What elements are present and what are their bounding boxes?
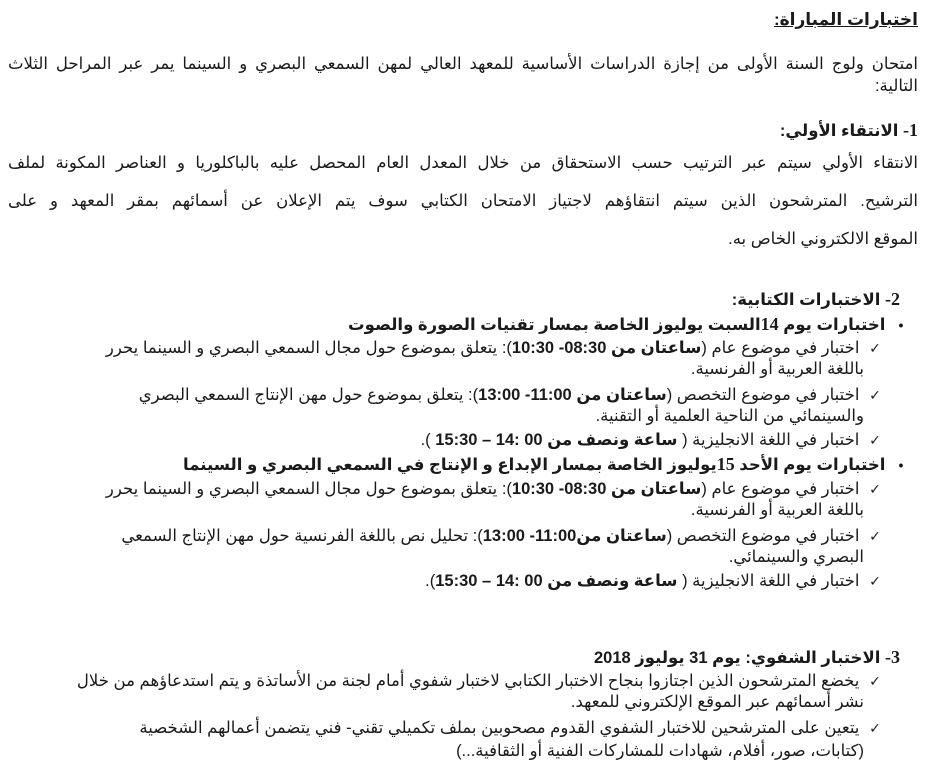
group-1-item-2-line-2: والسينمائي من الناحية العلمية أو التقنية.: [595, 407, 864, 425]
group-1-day: 14: [760, 314, 779, 334]
group-1-item-1: ✓ اختبار في موضوع عام (ساعتان من 08:30- 10:30): يتعلق بموضوع حول مجال السمعي البصري و السينما يحرر: [8, 338, 886, 358]
group-2-item-2: ✓ اختبار في موضوع التخصص (ساعتان من11:00- 13:00): تحليل نص باللغة الفرنسية حول مهن الإنتاج السمعي: [8, 526, 886, 546]
page-title: اختبارات المباراة:: [773, 10, 918, 29]
section-1-heading: [8, 120, 918, 141]
intro-line-1: امتحان ولوج السنة الأولى من إجازة الدراسات الأساسية للمعهد العالي لمهن السمعي البصري و السينما يمر عبر المراحل الثلاث: [8, 55, 918, 73]
section-3-item-2: ✓ يتعين على المترشحين للاختبار الشفوي القدوم مصحوبين بملف تكميلي تقني- فني يتضمن أعمالهم الشخصية: [8, 718, 886, 738]
checkmark-icon: ✓: [869, 340, 881, 356]
bullet-icon: •: [898, 317, 904, 333]
checkmark-icon: ✓: [869, 673, 881, 689]
group-1-item-3: ✓ اختبار في اللغة الانجليزية ( ساعة ونصف من 00 :14 – 15:30 ).: [8, 430, 886, 450]
group-2-item-3: ✓ اختبار في اللغة الانجليزية ( ساعة ونصف من 00 :14 – 15:30).: [8, 571, 886, 591]
section-3-number: 3-: [885, 647, 900, 667]
checkmark-icon: ✓: [869, 481, 881, 497]
section-3-heading: [8, 647, 900, 668]
group-1-heading: • اختبارات يوم 14السبت يوليوز الخاصة بمسار تقنيات الصورة والصوت: [8, 314, 912, 335]
section-3-item-1-line-2: نشر أسمائهم عبر الموقع الإلكتروني للمعهد.: [570, 693, 864, 711]
group-1-item-2: ✓ اختبار في موضوع التخصص (ساعتان من 11:00- 13:00): يتعلق بموضوع حول مهن الإنتاج السمعي البصري: [8, 385, 886, 405]
checkmark-icon: ✓: [869, 720, 881, 736]
checkmark-icon: ✓: [869, 573, 881, 589]
group-1-item-1-line-2: باللغة العربية أو الفرنسية.: [690, 360, 864, 378]
section-1-line-1: الانتقاء الأولي سيتم عبر الترتيب حسب الاستحقاق من خلال المعدل العام المحصل عليه بالباكلوريا و العناصر المكونة لملف: [8, 154, 918, 172]
section-2-title: الاختبارات الكتابية:: [731, 291, 881, 309]
group-2-heading: • اختبارات يوم الأحد 15يوليوز الخاصة بمسار الإبداع و الإنتاج في السمعي البصري و السينما: [8, 454, 912, 475]
section-1-title: الانتقاء الأولي:: [779, 122, 899, 140]
group-2-item-1-line-2: باللغة العربية أو الفرنسية.: [690, 501, 864, 519]
section-2-number: 2-: [885, 289, 900, 309]
group-2-item-2-line-2: البصري والسينمائي.: [728, 548, 864, 566]
intro-line-2: التالية:: [874, 77, 918, 95]
section-2-heading: [8, 289, 900, 310]
bullet-icon: •: [898, 457, 904, 473]
section-3-title: الاختبار الشفوي: يوم 31 يوليوز 2018: [593, 649, 881, 667]
section-1-line-3: الموقع الالكتروني الخاص به.: [728, 230, 918, 248]
section-1-line-2: الترشيح. المترشحون الذين سيتم انتقاؤهم لاجتياز الامتحان الكتابي سوف يتم الإعلان عن أسمائهم بمقر المعهد و على: [8, 192, 918, 210]
checkmark-icon: ✓: [869, 387, 881, 403]
section-1-number: 1-: [903, 120, 918, 140]
section-3-item-1: ✓ يخضع المترشحون الذين اجتازوا بنجاح الاختبار الكتابي لاختبار شفوي أمام لجنة من الأساتذة و يتم استدعاؤهم من خلال: [8, 671, 886, 691]
group-2-item-1: ✓ اختبار في موضوع عام (ساعتان من 08:30- 10:30): يتعلق بموضوع حول مجال السمعي البصري و السينما يحرر: [8, 479, 886, 499]
checkmark-icon: ✓: [869, 528, 881, 544]
group-2-day: 15: [716, 454, 735, 474]
section-3-item-2-line-2: (كتابات، صور، أفلام، شهادات للمشاركات الفنية أو الثقافية...): [456, 742, 864, 760]
checkmark-icon: ✓: [869, 432, 881, 448]
